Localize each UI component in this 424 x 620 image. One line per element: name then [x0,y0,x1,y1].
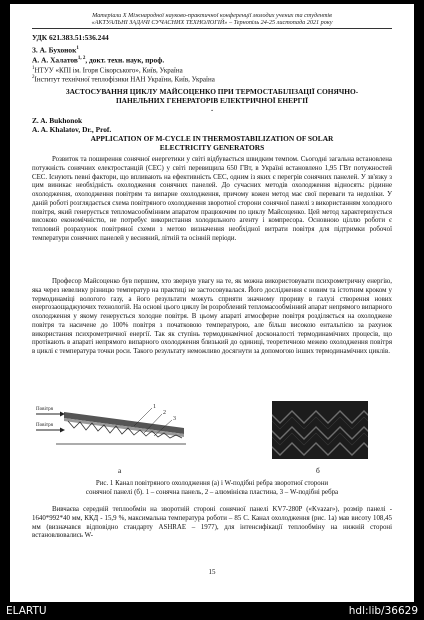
udc-code: УДК 621.383.51:536.244 [32,33,109,42]
figure-number-1: 1 [153,404,156,410]
figure-caption-line-2: сонячної панелі (б). 1 – сонячна панель, 2 – алюмінієва пластина, 3 – W-подібні ребра [85,489,339,496]
header-rule [32,28,392,29]
title-en-line-1: APPLICATION OF M-CYCLE IN THERMOSTABILIZATION OF SOLAR [90,134,334,143]
figure-label-a: а [118,466,122,475]
document-page [10,4,414,602]
title-ua-line-1: ЗАСТОСУВАННЯ ЦИКЛУ МАЙСОЦЕНКО ПРИ ТЕРМОСТАБІЛІЗАЦІЇ СОНЯЧНО- [65,87,359,96]
figure-number-3: 3 [173,416,176,422]
figure-a-cooling-channel [34,400,202,464]
figure-label-b: б [316,466,320,475]
affiliation-2-text: Інститут технічної теплофізики НАН України, Київ, Україна [34,75,215,84]
author-1-name: З. А. Бухонок [32,45,77,55]
author-2-name: А. А. Халатов [32,55,78,65]
paragraph-1: Розвиток та поширення сонячної енергетики у світі відбувається швидким темпом. Сьогодні загальна встановлена потужність сонячних електростанцій (СЕС) у світі перевищила 650 ГВт, в Україні встановлено 1,95 ГВт потужностей СЕС. Існують певні фактори, що впливають на ефективність СЕС, одним із яких є перегрів сонячних панелей. У зв'язку з цим виникає необхідність охолодження сонячних панелей. До сучасних методів охолодження відносять: рідинне охолодження, охолодження повітрям та випарне охолодження, причому кожен метод має свої переваги та недоліки. У даній роботі розглядається схема повітряного охолодження зворотної сторони сонячної панелі з використанням холодного повітря, який генерується тепломасообмінним апаратом працюючим по циклу Майсоценко. Цей метод характеризується високою економічністю, не потребує використання холодильного агенту і компресора. Основною ціллю роботи є тепловий розрахунок повітряної схеми з метою визначення необхідної витрати повітря для підтримки робочої температури сонячних панелей у весняний, літній та осінній періоди. [32,156,392,242]
title-ua-line-2: ПАНЕЛЬНИХ ГЕНЕРАТОРІВ ЕЛЕКТРИЧНОЇ ЕНЕРГІЇ [115,96,309,105]
repository-footer [0,602,424,620]
figure-b-w-fins-photo [272,401,368,459]
author-1-en: Z. A. Bukhonok [32,116,83,125]
air-label-bottom: Повітря [36,423,53,428]
footer-repository-name: ELARTU [6,605,47,617]
figure-caption-line-1: Рис. 1 Канал повітряного охолодження (а) і W-подібні ребра зворотної сторони [95,480,329,487]
author-1-sup: 1 [76,46,79,51]
title-ua-dot: . [211,104,213,113]
page-number: 15 [208,568,216,576]
affiliation-2-sup: 2 [32,75,35,80]
paragraph-2: Професор Майсоценко був першим, хто звернув увагу на те, як можна використовувати психрометричну енергію, яка через невелику різницю температур на практиці не застосовувалася. Його дослідження є новим та істотним кроком у термодинаміці вологого газу, а його результати можуть сприяти значному прориву в галузі створення нових енергозаощаджуючих технологій. На основі цього циклу їм розроблений тепломасообмінний апарат непрямого випарного охолодження у якому генерується холодне повітря. В цьому апараті атмосферне повітря розділяється на охолоджене повітря та насичене до 100% повітря з початковою температурою, але більш високою ентальпією за рахунок використання психрометричної енергії. Так як ступінь термодинамічної досконалості термодинамічних процесів, що протікають в апараті непрямого випарного охолодження близький до одиниці, теоретичною межею охолодження повітря в циклі є температура точки роси. Такого результату неможливо досягнути за допомогою інших термодинамічних циклів. [32,278,392,355]
author-2-sup: 1, 2 [77,56,86,61]
author-1-ua [32,44,79,54]
author-2-en: A. A. Khalatov, Dr., Prof. [32,125,112,134]
author-2-ua [32,54,164,64]
affiliation-1-sup: 1 [32,66,35,71]
author-2-title: , докт. техн. наук, проф. [85,55,165,65]
conference-header-line-2: «АКТУАЛЬНІ ЗАДАЧІ СУЧАСНИХ ТЕХНОЛОГІЙ» – Тернопіль 24-25 листопада 2021 року [91,19,333,26]
affiliation-1-text: НТУУ «КПІ ім. Ігоря Сікорського», Київ, Україна [34,66,183,75]
title-en-line-2: ELECTRICITY GENERATORS [159,143,265,152]
footer-handle-link[interactable]: hdl:lib/36629 [348,605,418,617]
air-label-top: Повітря [36,407,53,412]
air-in-arrowhead-bottom [60,428,65,433]
photo-background [272,401,368,459]
affiliation-2 [32,73,215,84]
conference-header-line-1: Матеріали Х Міжнародної науково-практичної конференції молодих учених та студентів [92,12,332,19]
paragraph-3: Вивчаєва середній теплообмін на зворотній стороні сонячної панелі KV7-280P («Kvazar»), розмір панелі - 1640*992*40 мм, ККД - 15,9 %, максимальна температура роботи – 85 С. Канал охолодження (рис. 1а) мав висоту 108,45 мм (визначався відповідно стандарту ASHRAE – 1977), для інтенсифікації теплообміну на нижній стороні встановлювались W- [32,506,392,540]
figure-number-2: 2 [163,410,166,416]
